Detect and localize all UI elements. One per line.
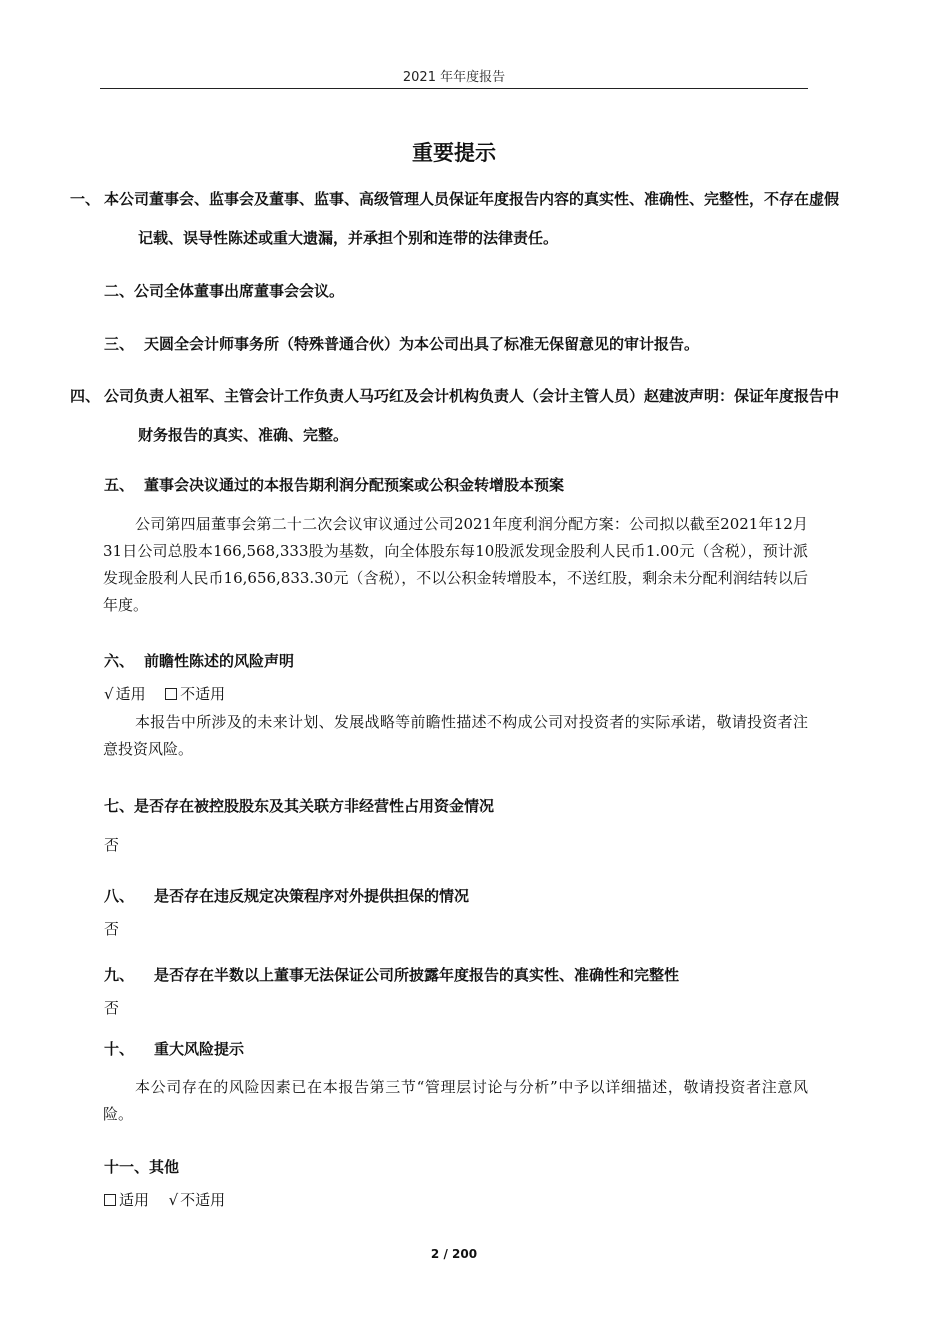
- section5-body: 公司第四届董事会第二十二次会议审议通过公司2021年度利润分配方案：公司拟以截至2021年12月31日公司总股本166,568,333股为基数，向全体股东每10股派发现金股利人民币1.00元（含税），预计派发现金股利人民币16,656,833.30元（含税），不以公积金转增股本，不送红股，剩余未分配利润结转以后年度。: [103, 515, 808, 614]
- item-1: 一、 本公司董事会、监事会及董事、监事、高级管理人员保证年度报告内容的真实性、准确性、完整性，不存在虚假记载、误导性陈述或重大遗漏，并承担个别和连带的法律责任。: [70, 190, 840, 247]
- item-8-text: 是否存在违反规定决策程序对外提供担保的情况: [154, 887, 470, 905]
- item-10-num: 十、: [104, 1040, 135, 1058]
- section6-body: 本报告中所涉及的未来计划、发展战略等前瞻性描述不构成公司对投资者的实际承诺，敬请投资者注意投资风险。: [103, 713, 808, 758]
- section11-empty-checkbox-icon: [104, 1194, 116, 1206]
- item-5: [104, 473, 808, 497]
- section6-check-mark: √: [104, 685, 114, 703]
- item-10-text: 重大风险提示: [154, 1040, 245, 1058]
- item-10: [104, 1037, 808, 1061]
- item-3-text: 天圆全会计师事务所（特殊普通合伙）为本公司出具了标准无保留意见的审计报告。: [144, 335, 700, 353]
- item-9: [104, 963, 808, 987]
- item-2: [104, 279, 808, 303]
- item-3: [104, 332, 808, 356]
- section10-body: 本公司存在的风险因素已在本报告第三节“管理层讨论与分析”中予以详细描述，敬请投资者注意风险。: [103, 1078, 808, 1123]
- page-header: 2021 年年度报告: [402, 70, 506, 85]
- section6-empty-checkbox-icon: [165, 688, 177, 700]
- section7-answer: 否: [104, 836, 120, 854]
- item-11-num: 十一、: [104, 1158, 150, 1176]
- section11-check-mark: √: [168, 1191, 179, 1209]
- section8-answer: 否: [104, 920, 120, 938]
- item-1-text: 本公司董事会、监事会及董事、监事、高级管理人员保证年度报告内容的真实性、准确性、完整性，不存在虚假记载、误导性陈述或重大遗漏，并承担个别和连带的法律责任。: [104, 190, 840, 247]
- item-2-num: 二、: [104, 282, 135, 300]
- item-8: [104, 884, 808, 908]
- section6-not-applicable-label: 不适用: [180, 685, 226, 703]
- item-11: [104, 1155, 808, 1179]
- page-title: 重要提示: [412, 141, 496, 165]
- item-6: [104, 649, 808, 673]
- item-11-text: 其他: [149, 1158, 180, 1176]
- section6-options: [104, 682, 225, 706]
- item-9-text: 是否存在半数以上董事无法保证公司所披露年度报告的真实性、准确性和完整性: [154, 966, 680, 984]
- section11-applicable-label: 适用: [119, 1191, 150, 1209]
- item-8-num: 八、: [104, 887, 135, 905]
- item-4-text: 公司负责人祖军、主管会计工作负责人马巧红及会计机构负责人（会计主管人员）赵建波声明：保证年度报告中财务报告的真实、准确、完整。: [104, 387, 840, 444]
- item-6-text: 前瞻性陈述的风险声明: [144, 652, 295, 670]
- item-5-num: 五、: [104, 476, 135, 494]
- item-2-text: 公司全体董事出席董事会会议。: [134, 282, 345, 300]
- item-3-num: 三、: [104, 335, 135, 353]
- item-6-num: 六、: [104, 652, 135, 670]
- item-5-text: 董事会决议通过的本报告期利润分配预案或公积金转增股本预案: [144, 476, 565, 494]
- section6-applicable-label: 适用: [115, 685, 146, 703]
- section11-options: [104, 1188, 225, 1212]
- item-4: 四、 公司负责人祖军、主管会计工作负责人马巧红及会计机构负责人（会计主管人员）赵建波声明：保证年度报告中财务报告的真实、准确、完整。: [70, 387, 840, 444]
- item-7-num: 七、: [104, 797, 135, 815]
- item-9-num: 九、: [104, 966, 135, 984]
- section9-answer: 否: [104, 999, 120, 1017]
- header-rule: [100, 88, 808, 89]
- section11-not-applicable-label: 不适用: [180, 1191, 226, 1209]
- page-number: 2 / 200: [430, 1247, 478, 1261]
- item-7-text: 是否存在被控股股东及其关联方非经营性占用资金情况: [134, 797, 495, 815]
- item-7: [104, 794, 808, 818]
